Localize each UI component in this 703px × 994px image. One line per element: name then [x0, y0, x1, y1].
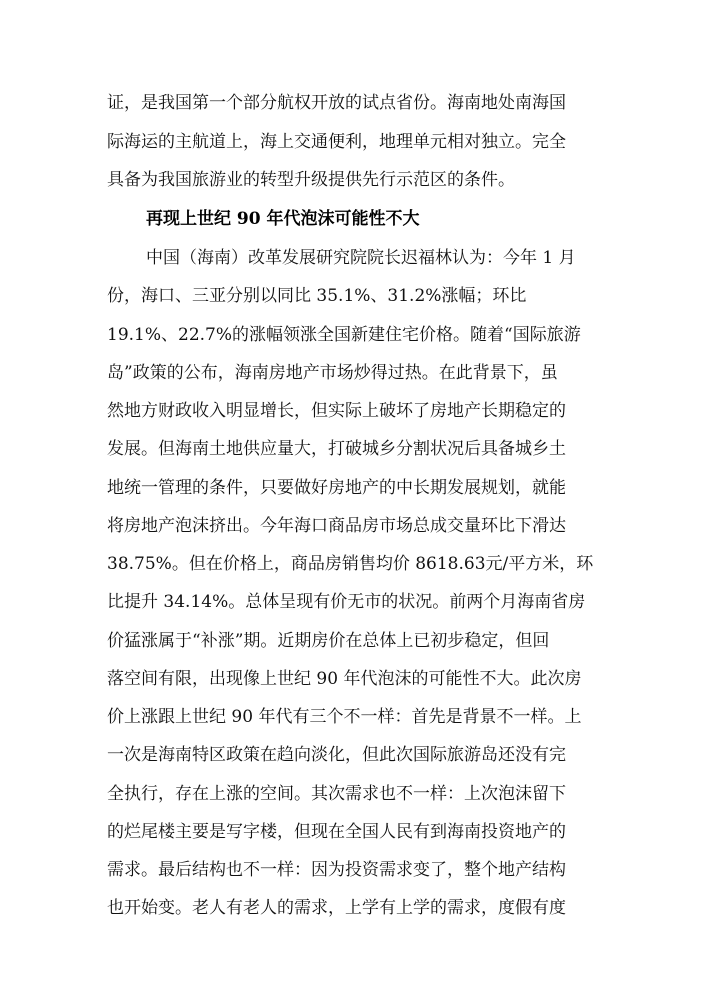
section-heading: 再现上世纪 90 年代泡沫可能性不大 — [146, 209, 420, 229]
body-line-4: 岛”政策的公布，海南房地产市场炒得过热。在此背景下，虽 — [107, 363, 558, 383]
body-line-18: 也开始变。老人有老人的需求，上学有上学的需求，度假有度 — [107, 898, 566, 918]
body-line-5: 然地方财政收入明显增长，但实际上破坏了房地产长期稳定的 — [107, 401, 566, 421]
intro-line-2: 际海运的主航道上，海上交通便利，地理单元相对独立。完全 — [107, 132, 566, 152]
intro-line-3: 具备为我国旅游业的转型升级提供先行示范区的条件。 — [107, 170, 515, 190]
body-line-8: 将房地产泡沫挤出。今年海口商品房市场总成交量环比下滑达 — [107, 516, 566, 536]
intro-line-1: 证，是我国第一个部分航权开放的试点省份。海南地处南海国 — [107, 93, 566, 113]
body-line-14: 一次是海南特区政策在趋向淡化，但此次国际旅游岛还没有完 — [107, 745, 566, 765]
body-line-12: 落空间有限，出现像上世纪 90 年代泡沫的可能性不大。此次房 — [107, 669, 582, 689]
body-line-16: 的烂尾楼主要是写字楼，但现在全国人民有到海南投资地产的 — [107, 822, 566, 842]
body-line-9: 38.75%。但在价格上，商品房销售均价 8618.63元/平方米，环 — [107, 554, 594, 574]
body-line-1: 中国（海南）改革发展研究院院长迟福林认为：今年 1 月 — [146, 248, 576, 268]
body-line-3: 19.1%、22.7%的涨幅领涨全国新建住宅价格。随着“国际旅游 — [107, 325, 581, 345]
body-line-15: 全执行，存在上涨的空间。其次需求也不一样：上次泡沫留下 — [107, 784, 566, 804]
body-line-2: 份，海口、三亚分别以同比 35.1%、31.2%涨幅；环比 — [107, 286, 527, 306]
body-line-13: 价上涨跟上世纪 90 年代有三个不一样：首先是背景不一样。上 — [107, 707, 582, 727]
body-line-6: 发展。但海南土地供应量大，打破城乡分割状况后具备城乡土 — [107, 439, 566, 459]
body-line-11: 价猛涨属于“补涨”期。近期房价在总体上已初步稳定，但回 — [107, 631, 550, 651]
body-line-7: 地统一管理的条件，只要做好房地产的中长期发展规划，就能 — [107, 478, 566, 498]
body-line-10: 比提升 34.14%。总体呈现有价无市的状况。前两个月海南省房 — [107, 592, 586, 612]
body-line-17: 需求。最后结构也不一样：因为投资需求变了，整个地产结构 — [107, 860, 566, 880]
